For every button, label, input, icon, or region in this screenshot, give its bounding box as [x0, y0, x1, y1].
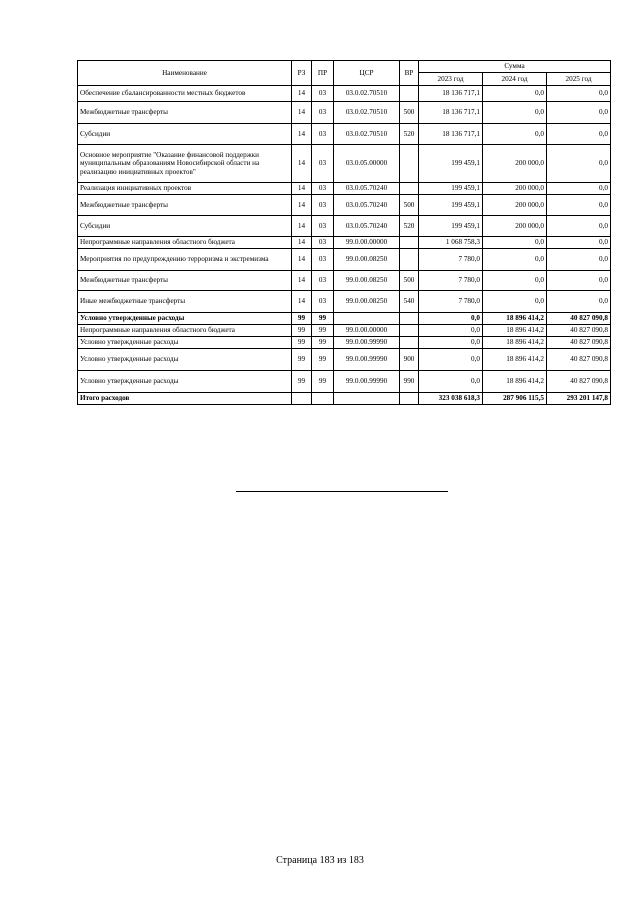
- cell-pr: 03: [312, 291, 334, 313]
- cell-rz: 99: [292, 349, 312, 371]
- cell-y2025: 0,0: [547, 216, 611, 237]
- cell-name: Субсидии: [78, 216, 292, 237]
- cell-name: Условно утвержденные расходы: [78, 313, 292, 325]
- cell-csr: 03.0.02.70510: [334, 124, 400, 145]
- cell-y2025: 0,0: [547, 183, 611, 195]
- cell-name: Основное мероприятие "Оказание финансовой поддержки муниципальным образованиям Новосибирской области на реализацию инициативных проектов": [78, 145, 292, 183]
- cell-y2025: 0,0: [547, 237, 611, 249]
- cell-vr: 520: [400, 216, 419, 237]
- cell-y2024: 0,0: [483, 86, 547, 102]
- cell-y2023: 199 459,1: [419, 195, 483, 216]
- cell-name: Реализация инициативных проектов: [78, 183, 292, 195]
- table-row: [78, 145, 611, 183]
- cell-y2024: 18 896 414,2: [483, 349, 547, 371]
- cell-pr: 03: [312, 145, 334, 183]
- cell-csr: 99.0.00.00000: [334, 237, 400, 249]
- header-sum: Сумма: [419, 61, 611, 73]
- cell-csr: 03.0.02.70510: [334, 86, 400, 102]
- header-name: Наименование: [78, 61, 292, 86]
- cell-rz: [292, 393, 312, 405]
- cell-y2025: 40 827 090,8: [547, 349, 611, 371]
- cell-y2023: 18 136 717,1: [419, 124, 483, 145]
- header-vr: ВР: [400, 61, 419, 86]
- header-pr: ПР: [312, 61, 334, 86]
- cell-pr: 03: [312, 124, 334, 145]
- cell-vr: 500: [400, 102, 419, 124]
- cell-y2024: 287 906 115,5: [483, 393, 547, 405]
- cell-y2024: 0,0: [483, 102, 547, 124]
- cell-vr: 500: [400, 195, 419, 216]
- cell-pr: 03: [312, 86, 334, 102]
- cell-csr: 03.0.05.70240: [334, 216, 400, 237]
- cell-name: Мероприятия по предупреждению терроризма и экстремизма: [78, 249, 292, 271]
- cell-y2023: 0,0: [419, 337, 483, 349]
- cell-pr: 03: [312, 102, 334, 124]
- cell-vr: [400, 337, 419, 349]
- table-row: [78, 325, 611, 337]
- cell-y2025: 0,0: [547, 291, 611, 313]
- table-body: [78, 86, 611, 405]
- cell-y2025: 0,0: [547, 249, 611, 271]
- cell-name: Обеспечение сбалансированности местных бюджетов: [78, 86, 292, 102]
- cell-name: Межбюджетные трансферты: [78, 271, 292, 291]
- cell-y2024: 0,0: [483, 237, 547, 249]
- table-row: [78, 249, 611, 271]
- cell-y2024: 0,0: [483, 249, 547, 271]
- cell-y2023: 7 780,0: [419, 249, 483, 271]
- cell-csr: 99.0.00.08250: [334, 271, 400, 291]
- cell-y2024: 0,0: [483, 271, 547, 291]
- cell-y2025: 0,0: [547, 102, 611, 124]
- table-row: [78, 216, 611, 237]
- cell-name: Межбюджетные трансферты: [78, 195, 292, 216]
- cell-vr: [400, 237, 419, 249]
- cell-pr: 03: [312, 237, 334, 249]
- cell-y2023: 0,0: [419, 349, 483, 371]
- cell-csr: 99.0.00.08250: [334, 249, 400, 271]
- cell-pr: 03: [312, 249, 334, 271]
- cell-csr: 03.0.02.70510: [334, 102, 400, 124]
- cell-y2024: 18 896 414,2: [483, 325, 547, 337]
- cell-y2023: 199 459,1: [419, 183, 483, 195]
- budget-table: [77, 60, 611, 405]
- table-row: [78, 271, 611, 291]
- cell-y2024: 18 896 414,2: [483, 337, 547, 349]
- cell-rz: 14: [292, 249, 312, 271]
- divider-line: [236, 491, 448, 492]
- cell-y2024: 200 000,0: [483, 145, 547, 183]
- table-row: [78, 102, 611, 124]
- cell-y2023: 199 459,1: [419, 145, 483, 183]
- cell-y2023: 18 136 717,1: [419, 86, 483, 102]
- cell-csr: 99.0.00.08250: [334, 291, 400, 313]
- cell-y2023: 18 136 717,1: [419, 102, 483, 124]
- cell-rz: 14: [292, 102, 312, 124]
- header-rz: РЗ: [292, 61, 312, 86]
- cell-rz: 99: [292, 325, 312, 337]
- cell-vr: [400, 145, 419, 183]
- cell-rz: 14: [292, 237, 312, 249]
- cell-rz: 14: [292, 216, 312, 237]
- cell-csr: 03.0.05.70240: [334, 195, 400, 216]
- cell-csr: [334, 393, 400, 405]
- cell-y2024: 0,0: [483, 124, 547, 145]
- cell-pr: 03: [312, 271, 334, 291]
- cell-name: Иные межбюджетные трансферты: [78, 291, 292, 313]
- cell-csr: 99.0.00.00000: [334, 325, 400, 337]
- cell-vr: [400, 313, 419, 325]
- cell-vr: [400, 393, 419, 405]
- cell-vr: 500: [400, 271, 419, 291]
- cell-y2025: 0,0: [547, 195, 611, 216]
- table-row: [78, 371, 611, 393]
- cell-csr: 03.0.05.70240: [334, 183, 400, 195]
- cell-name: Условно утвержденные расходы: [78, 349, 292, 371]
- cell-y2024: 18 896 414,2: [483, 371, 547, 393]
- cell-name: Условно утвержденные расходы: [78, 371, 292, 393]
- cell-y2023: 1 068 758,3: [419, 237, 483, 249]
- cell-y2025: 0,0: [547, 271, 611, 291]
- header-2024: 2024 год: [483, 73, 547, 86]
- cell-vr: [400, 183, 419, 195]
- table-row: [78, 393, 611, 405]
- cell-rz: 14: [292, 195, 312, 216]
- cell-y2023: 323 038 618,3: [419, 393, 483, 405]
- cell-name: Межбюджетные трансферты: [78, 102, 292, 124]
- cell-rz: 99: [292, 371, 312, 393]
- cell-rz: 99: [292, 313, 312, 325]
- cell-vr: [400, 249, 419, 271]
- cell-y2023: 7 780,0: [419, 291, 483, 313]
- cell-y2024: 18 896 414,2: [483, 313, 547, 325]
- table-row: [78, 195, 611, 216]
- cell-pr: 99: [312, 313, 334, 325]
- cell-y2023: 0,0: [419, 325, 483, 337]
- cell-pr: 03: [312, 183, 334, 195]
- cell-y2024: 200 000,0: [483, 183, 547, 195]
- table-header: [78, 61, 611, 86]
- cell-csr: 03.0.05.00000: [334, 145, 400, 183]
- cell-y2023: 7 780,0: [419, 271, 483, 291]
- cell-pr: 99: [312, 349, 334, 371]
- cell-y2023: 0,0: [419, 371, 483, 393]
- table-row: [78, 183, 611, 195]
- header-2023: 2023 год: [419, 73, 483, 86]
- table-row: [78, 237, 611, 249]
- cell-vr: 900: [400, 349, 419, 371]
- table-row: [78, 86, 611, 102]
- cell-vr: 520: [400, 124, 419, 145]
- cell-csr: 99.0.00.99990: [334, 371, 400, 393]
- cell-vr: [400, 325, 419, 337]
- cell-rz: 14: [292, 86, 312, 102]
- cell-vr: [400, 86, 419, 102]
- header-2025: 2025 год: [547, 73, 611, 86]
- cell-rz: 14: [292, 124, 312, 145]
- cell-y2025: 40 827 090,8: [547, 371, 611, 393]
- page-footer: Страница 183 из 183: [276, 855, 364, 866]
- cell-pr: [312, 393, 334, 405]
- header-csr: ЦСР: [334, 61, 400, 86]
- cell-y2025: 0,0: [547, 124, 611, 145]
- cell-vr: 540: [400, 291, 419, 313]
- cell-y2024: 200 000,0: [483, 216, 547, 237]
- cell-csr: [334, 313, 400, 325]
- cell-y2024: 0,0: [483, 291, 547, 313]
- cell-pr: 03: [312, 216, 334, 237]
- table-row: [78, 124, 611, 145]
- table-row: [78, 337, 611, 349]
- cell-pr: 99: [312, 371, 334, 393]
- cell-y2023: 0,0: [419, 313, 483, 325]
- cell-name: Субсидии: [78, 124, 292, 145]
- cell-pr: 99: [312, 325, 334, 337]
- cell-y2025: 0,0: [547, 86, 611, 102]
- cell-csr: 99.0.00.99990: [334, 349, 400, 371]
- cell-csr: 99.0.00.99990: [334, 337, 400, 349]
- table-row: [78, 349, 611, 371]
- cell-y2025: 40 827 090,8: [547, 313, 611, 325]
- table-row: [78, 313, 611, 325]
- cell-name: Непрограммные направления областного бюджета: [78, 325, 292, 337]
- cell-name: Непрограммные направления областного бюджета: [78, 237, 292, 249]
- cell-rz: 99: [292, 337, 312, 349]
- cell-y2025: 293 201 147,8: [547, 393, 611, 405]
- cell-pr: 99: [312, 337, 334, 349]
- cell-name: Условно утвержденные расходы: [78, 337, 292, 349]
- cell-y2025: 40 827 090,8: [547, 325, 611, 337]
- table-row: [78, 291, 611, 313]
- cell-pr: 03: [312, 195, 334, 216]
- cell-rz: 14: [292, 183, 312, 195]
- cell-rz: 14: [292, 291, 312, 313]
- cell-name: Итого расходов: [78, 393, 292, 405]
- cell-y2025: 0,0: [547, 145, 611, 183]
- cell-y2023: 199 459,1: [419, 216, 483, 237]
- cell-y2025: 40 827 090,8: [547, 337, 611, 349]
- cell-y2024: 200 000,0: [483, 195, 547, 216]
- cell-rz: 14: [292, 145, 312, 183]
- cell-rz: 14: [292, 271, 312, 291]
- cell-vr: 990: [400, 371, 419, 393]
